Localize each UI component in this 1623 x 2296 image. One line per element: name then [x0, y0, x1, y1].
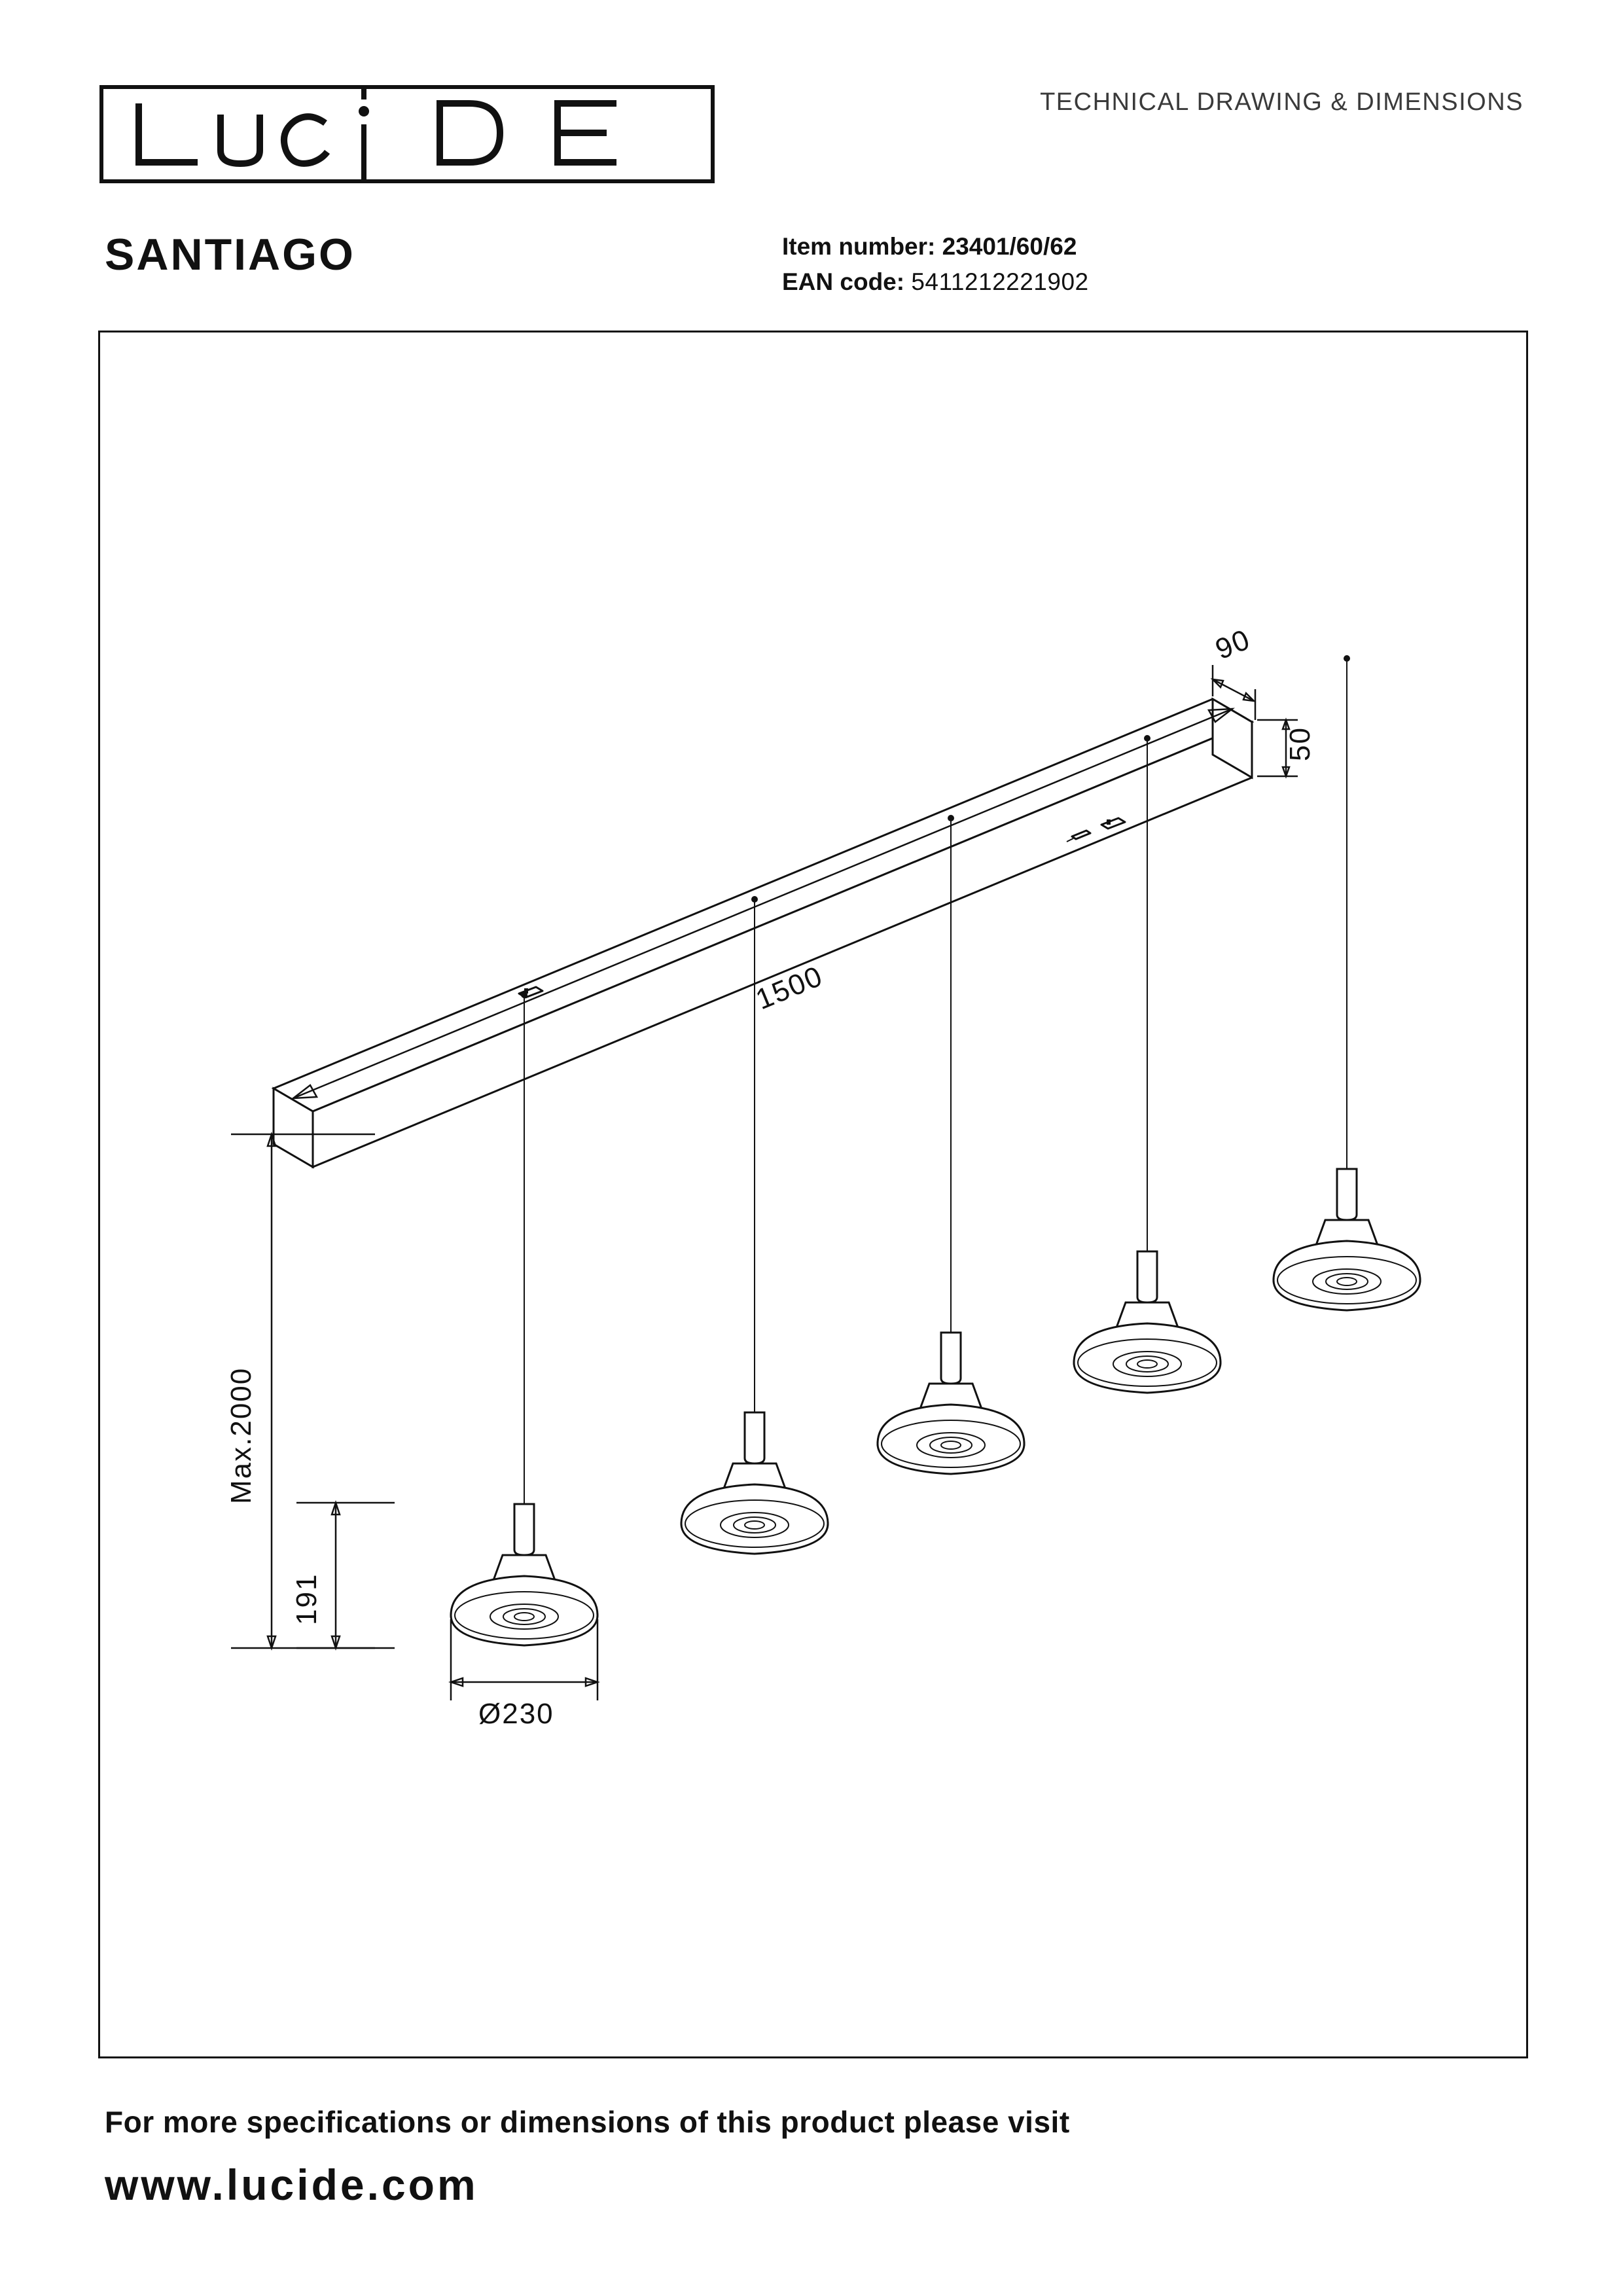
technical-drawing-frame [98, 331, 1528, 2058]
ean-value: 5411212221902 [911, 268, 1089, 295]
lucide-logo [99, 85, 715, 183]
lamp-shade-4 [1074, 1251, 1221, 1393]
lamp-shade-2 [681, 1412, 828, 1554]
header-caption: TECHNICAL DRAWING & DIMENSIONS [1040, 88, 1524, 116]
dim-max-drop-label: Max.2000 [225, 1367, 257, 1504]
item-number-row [782, 229, 1089, 264]
ean-label: EAN code: [782, 268, 905, 295]
dim-length-label: 1500 [751, 960, 828, 1016]
product-meta [782, 229, 1089, 299]
page-title: SANTIAGO [105, 230, 355, 279]
item-number-label: Item number: [782, 233, 936, 260]
dim-bar-height-label: 50 [1284, 726, 1316, 761]
dim-depth-label: 90 [1211, 623, 1255, 666]
footer-text: For more specifications or dimensions of this product please visit [105, 2105, 1070, 2139]
lamp-shade-1 [451, 1504, 597, 1645]
footer-website[interactable]: www.lucide.com [105, 2161, 478, 2209]
technical-drawing [100, 332, 1530, 2060]
item-number-value: 23401/60/62 [942, 233, 1077, 260]
dim-diameter-label: Ø230 [478, 1698, 554, 1730]
ean-row [782, 264, 1089, 300]
dim-shade-height-label: 191 [291, 1573, 323, 1625]
lamp-shade-5 [1274, 1169, 1420, 1310]
lamp-shade-3 [878, 1333, 1024, 1474]
